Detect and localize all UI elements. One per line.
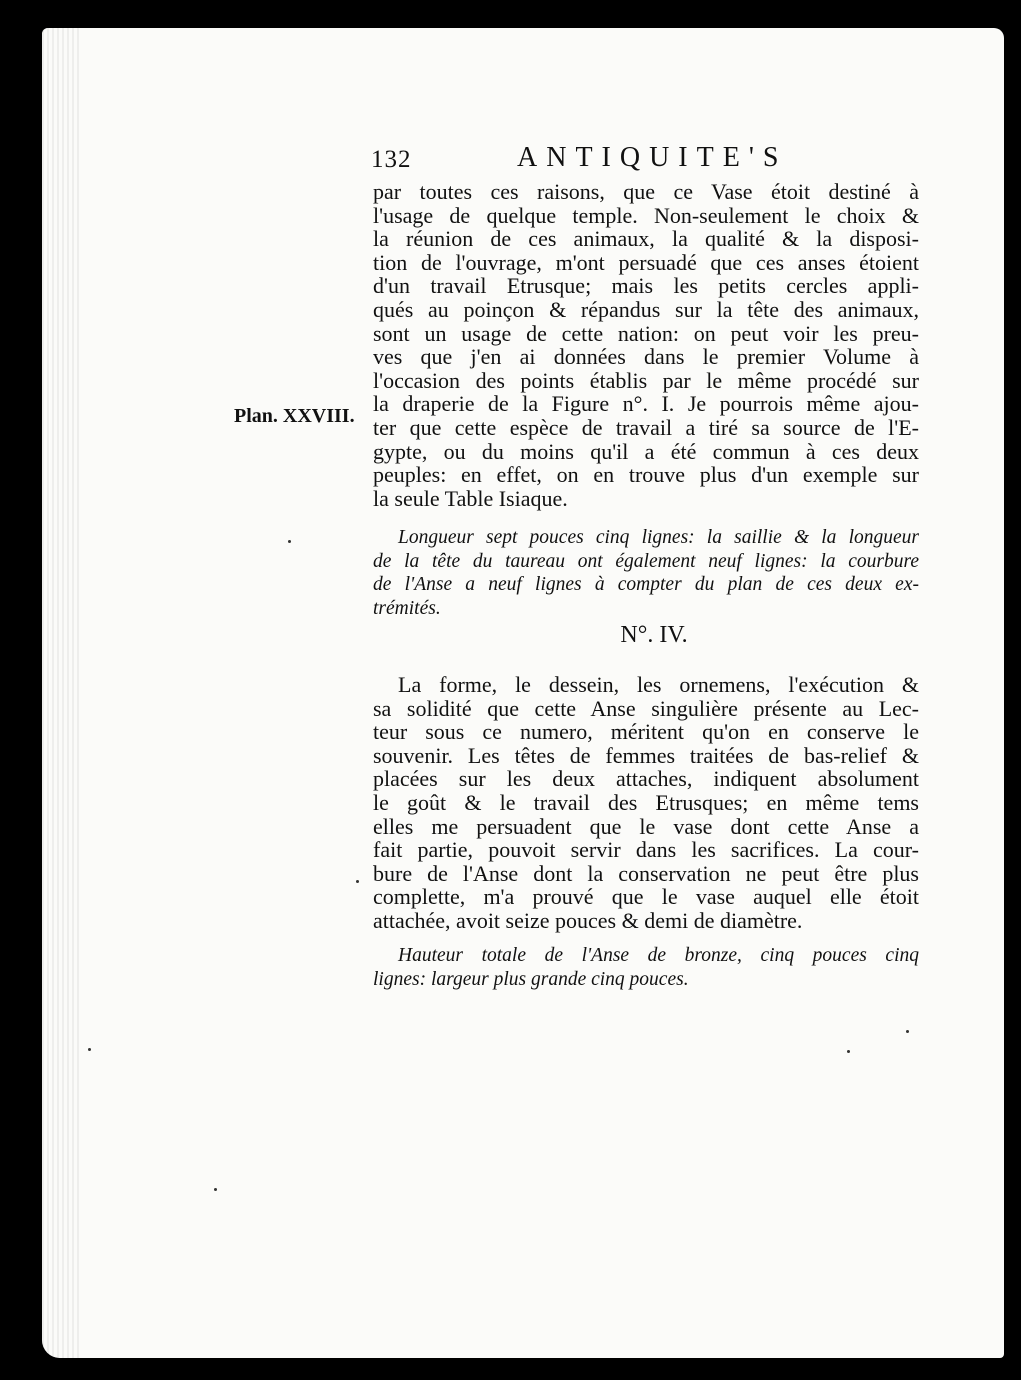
text-line: le goût & le travail des Etrusques; en même tems [373, 789, 919, 815]
text-line: la réunion de ces animaux, la qualité & la disposi- [373, 226, 919, 252]
text-line: complette, m'a prouvé que le vase auquel elle étoit [373, 884, 919, 910]
text-line: l'usage de quelque temple. Non-seulement le choix & [373, 202, 919, 228]
text-line: souvenir. Les têtes de femmes traitées de bas-relief & [373, 742, 919, 768]
page-gutter-edge [42, 28, 80, 1358]
section-heading: N°. IV. [620, 622, 688, 648]
text-line: La forme, le dessein, les ornemens, l'exécution & [398, 672, 919, 697]
text-line: attachée, avoit seize pouces & demi de diamètre. [373, 907, 803, 933]
text-line: sa solidité que cette Anse singulière présente au Lec- [373, 695, 919, 721]
paper-speck [847, 1050, 850, 1053]
text-line: peuples: en effet, on en trouve plus d'un exemple sur [373, 462, 919, 488]
paper-speck [906, 1030, 909, 1033]
paragraph-no-iv [373, 673, 919, 933]
text-line: d'un travail Etrusque; mais les petits cercles appli- [373, 273, 919, 299]
paper-speck [288, 540, 291, 543]
paragraph-continuation [373, 180, 919, 510]
text-line: sont un usage de cette nation: on peut voir les preu- [373, 320, 919, 346]
text-line: gypte, ou du moins qu'il a été commun à ces deux [373, 438, 919, 464]
margin-note: Plan. XXVIII. [234, 405, 355, 427]
text-line: fait partie, pouvoit servir dans les sacrifices. La cour- [373, 837, 919, 863]
dimensions-note-italic [373, 944, 919, 991]
text-line: ves que j'en ai données dans le premier Volume à [373, 344, 919, 370]
paper-speck [356, 880, 359, 883]
text-line: tion de l'ouvrage, m'ont persuadé que ces anses étoient [373, 249, 919, 275]
text-line: Longueur sept pouces cinq lignes: la saillie & la longueur [398, 527, 919, 548]
text-line: placées sur les deux attaches, indiquent absolument [373, 766, 919, 792]
text-line: de la tête du taureau ont également neuf lignes: la courbure [373, 550, 919, 572]
paper-speck [88, 1048, 91, 1051]
text-line: par toutes ces raisons, que ce Vase étoit destiné à [373, 179, 919, 204]
text-line: qués au poinçon & répandus sur la tête des animaux, [373, 296, 919, 322]
text-line: ter que cette espèce de travail a tiré sa source de l'E- [373, 414, 919, 440]
text-line: la seule Table Isiaque. [373, 485, 568, 511]
text-line: Hauteur totale de l'Anse de bronze, cinq pouces cinq [398, 945, 919, 966]
text-line: trémités. [373, 597, 441, 619]
text-line: lignes: largeur plus grande cinq pouces. [373, 968, 689, 990]
text-line: de l'Anse a neuf lignes à compter du plan de ces deux ex- [373, 574, 919, 596]
page-number: 132 [371, 146, 412, 173]
page-header [371, 142, 917, 182]
text-line: la draperie de la Figure n°. I. Je pourrois même ajou- [373, 391, 919, 417]
text-line: elles me persuadent que le vase dont cette Anse a [373, 813, 919, 839]
text-line: bure de l'Anse dont la conservation ne peut être plus [373, 860, 919, 886]
running-title: ANTIQUITE'S [517, 142, 788, 173]
text-line: teur sous ce numero, méritent qu'on en conserve le [373, 719, 919, 745]
text-line: l'occasion des points établis par le même procédé sur [373, 367, 919, 393]
paper-speck [214, 1188, 217, 1191]
measurement-note-italic [373, 526, 919, 620]
